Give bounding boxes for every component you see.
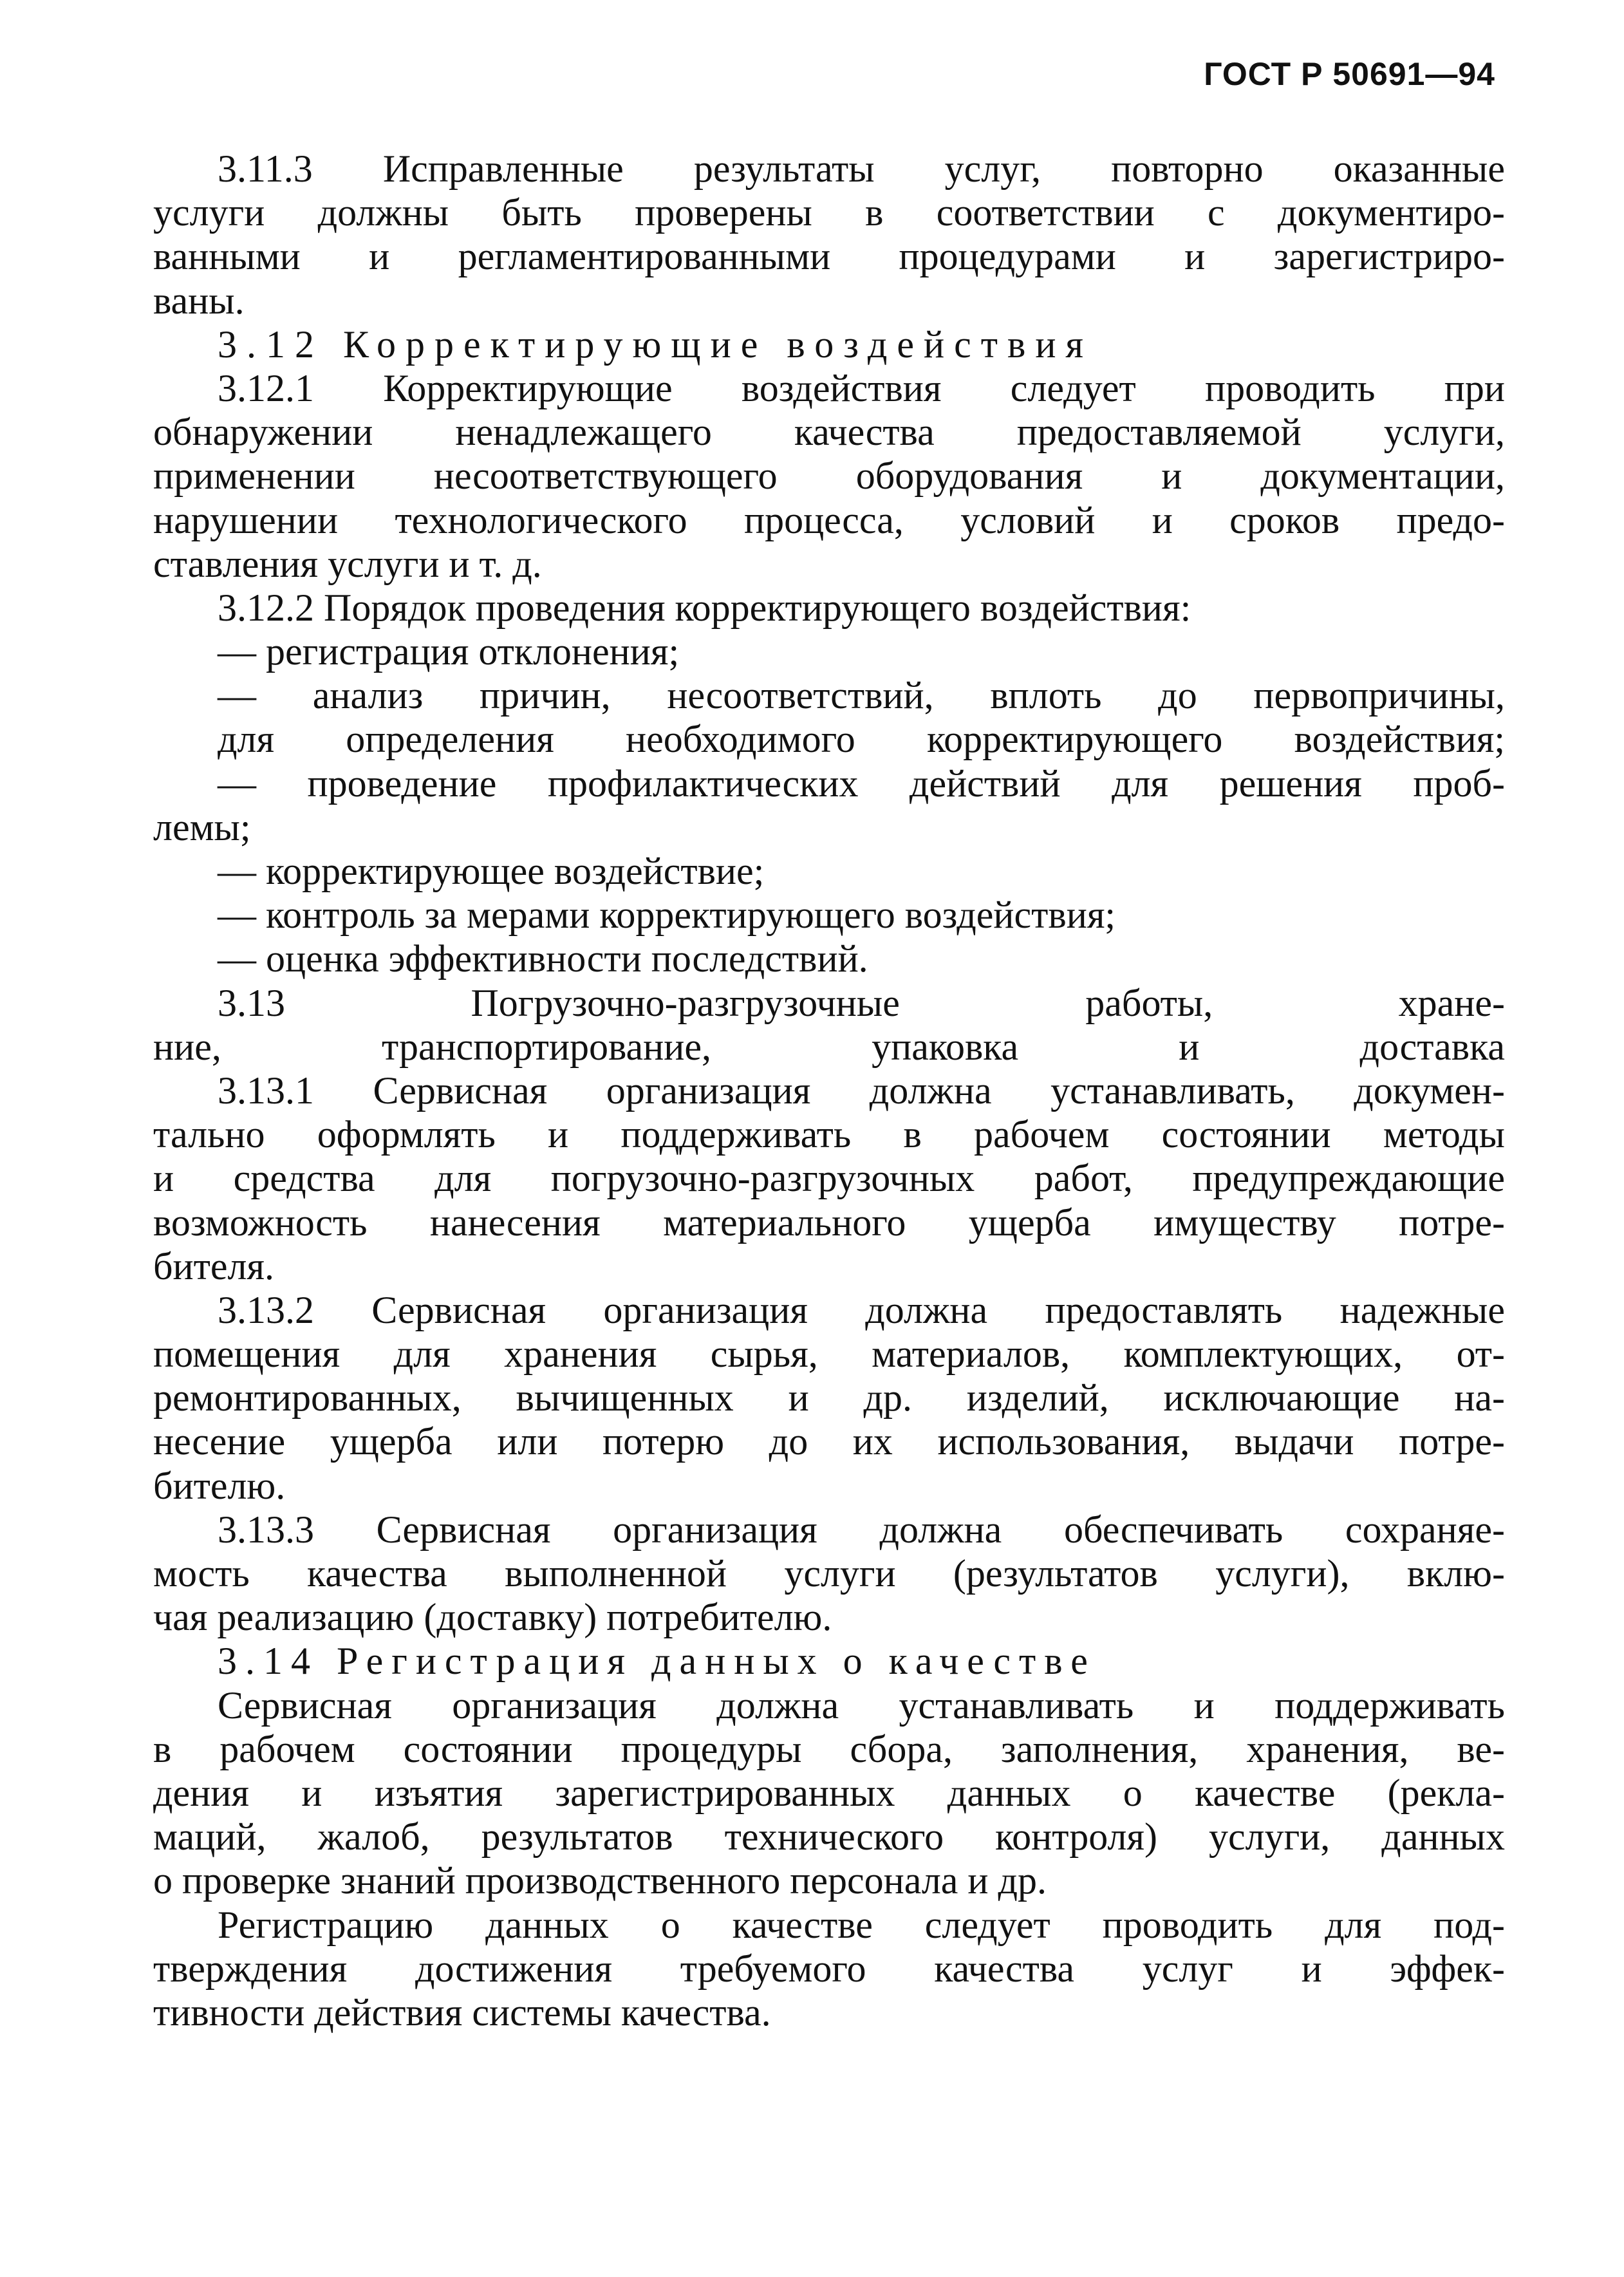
text-line: 3.13.2 Сервисная организация должна предоставлять надежные [218,1288,1505,1331]
text-line: 3.12.1 Корректирующие воздействия следует проводить при [218,366,1505,409]
text-line: в рабочем состоянии процедуры сбора, заполнения, хранения, ве- [153,1727,1505,1770]
text-line: применении несоответствующего оборудования и документации, [153,454,1505,498]
text-line: тверждения достижения требуемого качества услуг и эффек- [153,1947,1505,1990]
text-line: Сервисная организация должна устанавливать и поддерживать [218,1683,1505,1727]
text-line: бителя. [153,1244,275,1288]
text-line: несение ущерба или потерю до их использования, выдачи потре- [153,1420,1505,1463]
text-line: возможность нанесения материального ущерба имуществу потре- [153,1201,1505,1244]
text-line: тально оформлять и поддерживать в рабочем состоянии методы [153,1113,1505,1156]
text-line: о проверке знаний производственного персонала и др. [153,1859,1047,1902]
section-heading: 3.13 Погрузочно-разгрузочные работы, хране- [218,981,1505,1024]
text-line: 3.11.3 Исправленные результаты услуг, повторно оказанные [218,147,1505,190]
text-line: Регистрацию данных о качестве следует проводить для под- [218,1903,1505,1946]
text-line: услуги должны быть проверены в соответствии с документиро- [153,191,1505,234]
text-line: 3.13.3 Сервисная организация должна обеспечивать сохраняе- [218,1508,1505,1551]
text-line: помещения для хранения сырья, материалов, комплектующих, от- [153,1333,1505,1376]
text-line: обнаружении ненадлежащего качества предоставляемой услуги, [153,411,1505,454]
text-line: лемы; [153,805,251,848]
text-line: нарушении технологического процесса, условий и сроков предо- [153,498,1505,541]
text-line: и средства для погрузочно-разгрузочных работ, предупреждающие [153,1157,1505,1200]
section-heading: ние, транспортирование, упаковка и доставка [153,1025,1505,1068]
list-item: — оценка эффективности последствий. [218,937,868,980]
text-line: чая реализацию (доставку) потребителю. [153,1596,832,1639]
text-line: мость качества выполненной услуги (результатов услуги), вклю- [153,1552,1505,1595]
text-line: ваны. [153,279,245,322]
text-line: ванными и регламентированными процедурами и зарегистриро- [153,235,1505,278]
list-item: — анализ причин, несоответствий, вплоть до первопричины, [218,674,1505,717]
text-line: ремонтированных, вычищенных и др. изделий, исключающие на- [153,1376,1505,1420]
text-line: 3.12.2 Порядок проведения корректирующего воздействия: [218,586,1191,629]
section-heading: 3.14 Регистрация данных о качестве [218,1640,1096,1683]
text-line: тивности действия системы качества. [153,1991,771,2034]
list-item: — контроль за мерами корректирующего воздействия; [218,894,1116,937]
list-item: — регистрация отклонения; [218,630,680,673]
text-line: 3.13.1 Сервисная организация должна устанавливать, докумен- [218,1069,1505,1112]
list-item: — корректирующее воздействие; [218,850,765,892]
text-line: дения и изъятия зарегистрированных данных о качестве (рекла- [153,1771,1505,1814]
document-body [153,147,1505,2034]
section-heading: 3.12 Корректирующие воздействия [218,323,1094,366]
text-line: бителю. [153,1464,286,1507]
text-line: ставления услуги и т. д. [153,542,542,585]
text-line: маций, жалоб, результатов технического контроля) услуги, данных [153,1815,1505,1859]
text-line: для определения необходимого корректирующего воздействия; [218,718,1505,761]
list-item: — проведение профилактических действий для решения проб- [218,762,1505,805]
page-header-standard-id: ГОСТ Р 50691—94 [1204,56,1495,92]
